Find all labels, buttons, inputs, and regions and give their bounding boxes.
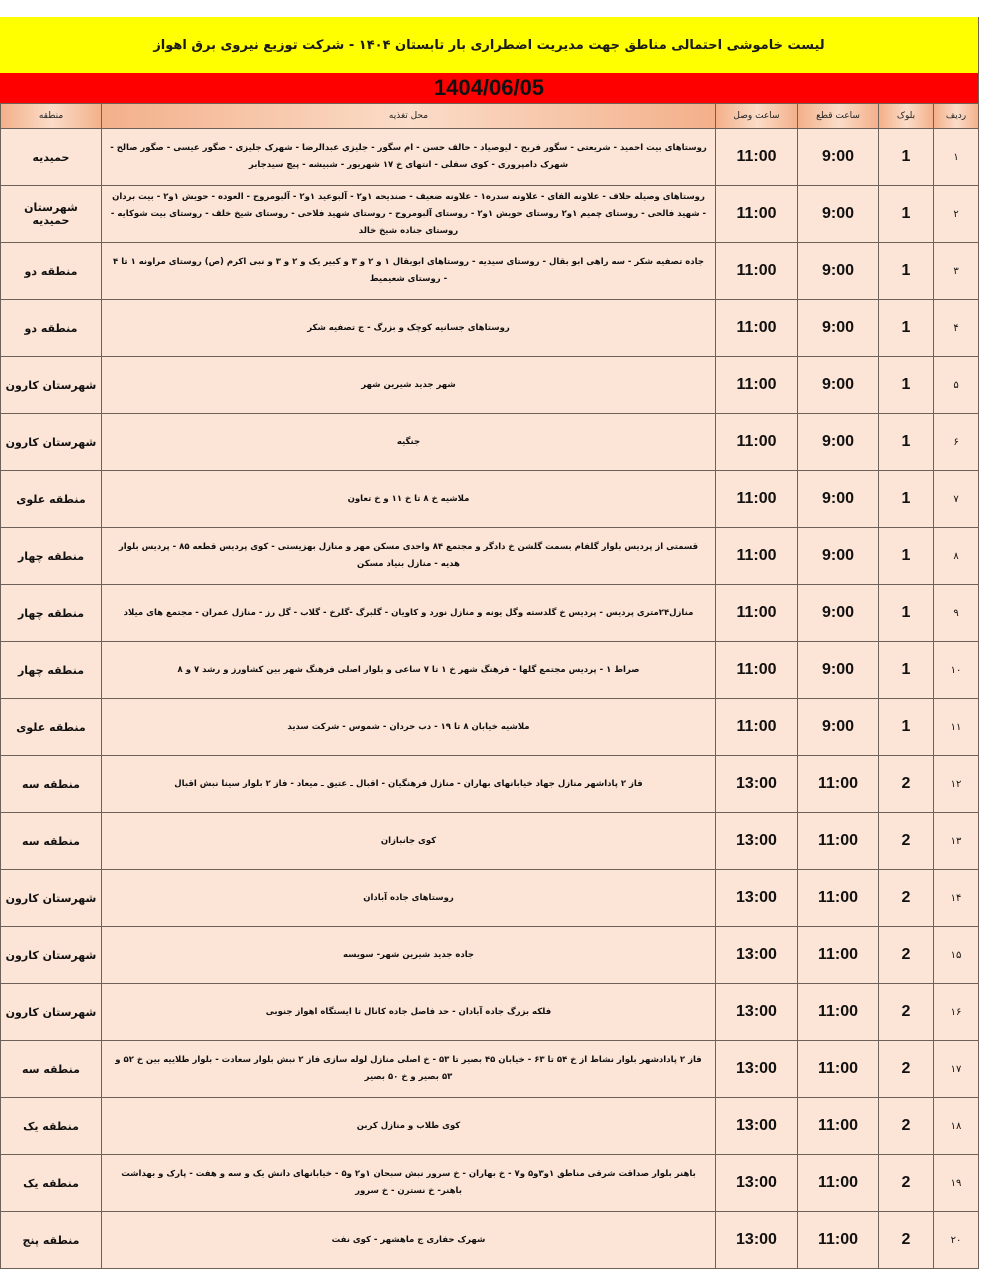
table-row — [1, 1098, 979, 1155]
feed-location-cell: جاده تصفیه شکر - سه راهی ابو بقال - روستای سیدیه - روستاهای ابوبقال ۱ و ۲ و ۳ و کبیر یک و ۲ و ۳ و نبی اکرم (ص) روستای مراونه ۱ تا ۴ - روستای شعیمیط — [102, 243, 716, 300]
block-cell: 1 — [879, 357, 934, 414]
feed-location-cell: ملاشیه خیابان ۸ تا ۱۹ - دب حردان - شموس - شرکت سدید — [102, 699, 716, 756]
block-cell: 2 — [879, 1155, 934, 1212]
feed-location-cell: فاز ۲ پاداشهر منازل جهاد خیابانهای بهاران - منازل فرهنگیان - اقبال ـ عتیق ـ میعاد - فاز ۲ بلوار سینا نبش اقبال — [102, 756, 716, 813]
cut-time-cell: 11:00 — [798, 1155, 879, 1212]
cut-time-cell: 11:00 — [798, 1212, 879, 1269]
feed-location-cell: فاز ۲ پادادشهر بلوار نشاط از خ ۵۴ تا ۶۳ - خیابان ۴۵ بصیر تا ۵۳ - خ اصلی منازل لوله سازی فاز ۲ نبش بلوار سعادت - بلوار طلاییه بین خ ۵۲ و ۵۳ بصیر و خ ۵۰ بصیر — [102, 1041, 716, 1098]
table-row — [1, 699, 979, 756]
table-row — [1, 1212, 979, 1269]
cut-time-cell: 11:00 — [798, 813, 879, 870]
region-cell: منطقه یک — [1, 1098, 102, 1155]
row-number-cell: ۷ — [934, 471, 979, 528]
block-cell: 2 — [879, 1041, 934, 1098]
table-row — [1, 528, 979, 585]
connect-time-cell: 11:00 — [716, 585, 798, 642]
cut-time-cell: 9:00 — [798, 357, 879, 414]
block-cell: 1 — [879, 471, 934, 528]
block-cell: 2 — [879, 927, 934, 984]
region-cell: شهرستان کارون — [1, 414, 102, 471]
connect-time-cell: 11:00 — [716, 243, 798, 300]
connect-time-cell: 11:00 — [716, 357, 798, 414]
cut-time-cell: 11:00 — [798, 1098, 879, 1155]
table-row — [1, 870, 979, 927]
region-cell: منطقه علوی — [1, 699, 102, 756]
table-body — [1, 129, 979, 1269]
row-number-cell: ۵ — [934, 357, 979, 414]
region-cell: منطقه سه — [1, 756, 102, 813]
row-number-cell: ۱۵ — [934, 927, 979, 984]
block-cell: 2 — [879, 984, 934, 1041]
row-number-cell: ۲۰ — [934, 1212, 979, 1269]
region-cell: شهرستان کارون — [1, 984, 102, 1041]
table-row — [1, 1155, 979, 1212]
connect-time-cell: 11:00 — [716, 471, 798, 528]
block-cell: 1 — [879, 528, 934, 585]
cut-time-cell: 11:00 — [798, 1041, 879, 1098]
connect-time-cell: 11:00 — [716, 300, 798, 357]
block-cell: 1 — [879, 585, 934, 642]
region-cell: منطقه دو — [1, 300, 102, 357]
region-cell: منطقه یک — [1, 1155, 102, 1212]
feed-location-cell: روستاهای بیت احمید - شریعتی - سگور فریح - لیوصیاد - حالف حسن - ام سگور - جلیزی عبدالرضا - شهرک جلیزی - صگور عیسی - صگور صالح - شهرک دامپروری - کوی سفلی - انتهای خ ۱۷ شهریور - شبیشه - پیچ سیدجابر — [102, 129, 716, 186]
row-number-cell: ۱۱ — [934, 699, 979, 756]
table-row — [1, 243, 979, 300]
feed-location-cell: قسمتی از پردیس بلوار گلفام بسمت گلشن خ دادگر و مجتمع ۸۴ واحدی مسکن مهر و منازل بهزیستی - کوی پردیس قطعه ۸۵ - پردیس بلوار هدیه - منازل بنیاد مسکن — [102, 528, 716, 585]
row-number-cell: ۱۷ — [934, 1041, 979, 1098]
table-row — [1, 813, 979, 870]
cut-time-cell: 11:00 — [798, 756, 879, 813]
row-number-cell: ۲ — [934, 186, 979, 243]
row-number-cell: ۱۶ — [934, 984, 979, 1041]
row-number-cell: ۳ — [934, 243, 979, 300]
feed-location-cell: ملاشیه خ ۸ تا خ ۱۱ و خ تعاون — [102, 471, 716, 528]
feed-location-cell: باهنر بلوار صداقت شرقی مناطق ۱و۳و۵ و۷ - خ بهاران - خ سرور نبش سبحان ۱و۲ و۵ - خیابانهای دانش یک و سه و هفت - پارک و بهداشت باهنر- خ نسترن - خ سرور — [102, 1155, 716, 1212]
table-row — [1, 1041, 979, 1098]
region-cell: منطقه پنج — [1, 1212, 102, 1269]
row-number-cell: ۸ — [934, 528, 979, 585]
connect-time-cell: 11:00 — [716, 129, 798, 186]
connect-time-cell: 11:00 — [716, 414, 798, 471]
region-cell: منطقه سه — [1, 813, 102, 870]
connect-time-cell: 11:00 — [716, 642, 798, 699]
table-row — [1, 471, 979, 528]
feed-location-cell: روستاهای جاده آبادان — [102, 870, 716, 927]
region-cell: شهرستان کارون — [1, 357, 102, 414]
feed-location-cell: جنگیه — [102, 414, 716, 471]
table-row — [1, 186, 979, 243]
row-number-cell: ۱۴ — [934, 870, 979, 927]
cut-time-cell: 11:00 — [798, 927, 879, 984]
feed-location-cell: کوی جانبازان — [102, 813, 716, 870]
row-number-cell: ۹ — [934, 585, 979, 642]
connect-time-cell: 13:00 — [716, 813, 798, 870]
block-cell: 2 — [879, 1098, 934, 1155]
table-row — [1, 984, 979, 1041]
table-row — [1, 642, 979, 699]
region-cell: منطقه سه — [1, 1041, 102, 1098]
region-cell: حمیدیه — [1, 129, 102, 186]
connect-time-cell: 13:00 — [716, 1098, 798, 1155]
row-number-cell: ۴ — [934, 300, 979, 357]
block-cell: 1 — [879, 243, 934, 300]
block-cell: 2 — [879, 1212, 934, 1269]
region-cell: شهرستان کارون — [1, 927, 102, 984]
row-number-cell: ۱۸ — [934, 1098, 979, 1155]
connect-time-cell: 13:00 — [716, 756, 798, 813]
connect-time-cell: 13:00 — [716, 984, 798, 1041]
block-cell: 1 — [879, 699, 934, 756]
table-row — [1, 927, 979, 984]
cut-time-cell: 9:00 — [798, 471, 879, 528]
cut-time-cell: 9:00 — [798, 414, 879, 471]
table-row — [1, 129, 979, 186]
connect-time-cell: 13:00 — [716, 1155, 798, 1212]
feed-location-cell: شهرک حفاری ج ماهشهر - کوی نفت — [102, 1212, 716, 1269]
region-cell: منطقه چهار — [1, 642, 102, 699]
outage-sheet — [0, 17, 979, 1269]
cut-time-cell: 9:00 — [798, 585, 879, 642]
header-region: منطقه — [1, 104, 102, 129]
row-number-cell: ۱ — [934, 129, 979, 186]
page-title: لیست خاموشی احتمالی مناطق جهت مدیریت اضطراری بار تابستان ۱۴۰۴ - شرکت توزیع نیروی برق اهواز — [0, 17, 978, 73]
cut-time-cell: 9:00 — [798, 642, 879, 699]
feed-location-cell: منازل۲۴متری پردیس - پردیس خ گلدسته وگل یونه و منازل نورد و کاویان - گلبرگ -گلرخ - گلاب - گل رز - منازل عمران - مجتمع های میلاد — [102, 585, 716, 642]
row-number-cell: ۱۹ — [934, 1155, 979, 1212]
table-row — [1, 414, 979, 471]
schedule-date: 1404/06/05 — [0, 73, 978, 103]
feed-location-cell: روستاهای وصیله حلاف - علاونه الفای - علاونه سدره۱ - علاونه ضعیف - صندیحه ۱و۲ - آلبوعید ۱و۲ - آلبومروح - العوده - حویش ۱و۲ - بیت بردان - شهید فالحی - روستای چمیم ۱و۲ روستای حویش ۱و۲ - روستای آلبومروح - روستای شهید فلاحی - روستای شیخ خلف - روستای بیت شوکایه - روستای جناده شیخ خالد — [102, 186, 716, 243]
cut-time-cell: 9:00 — [798, 243, 879, 300]
cut-time-cell: 9:00 — [798, 699, 879, 756]
region-cell: شهرستان کارون — [1, 870, 102, 927]
connect-time-cell: 11:00 — [716, 186, 798, 243]
block-cell: 2 — [879, 870, 934, 927]
block-cell: 1 — [879, 642, 934, 699]
row-number-cell: ۱۳ — [934, 813, 979, 870]
outage-table — [0, 103, 979, 1269]
table-row — [1, 357, 979, 414]
row-number-cell: ۶ — [934, 414, 979, 471]
feed-location-cell: روستاهای جسانیه کوچک و بزرگ - ج تصفیه شکر — [102, 300, 716, 357]
row-number-cell: ۱۲ — [934, 756, 979, 813]
header-connect-time: ساعت وصل — [716, 104, 798, 129]
table-row — [1, 585, 979, 642]
block-cell: 2 — [879, 756, 934, 813]
feed-location-cell: صراط ۱ - پردیس مجتمع گلها - فرهنگ شهر خ ۱ تا ۷ ساعی و بلوار اصلی فرهنگ شهر بین کشاورز و رشد ۷ و ۸ — [102, 642, 716, 699]
region-cell: شهرستان حمیدیه — [1, 186, 102, 243]
connect-time-cell: 13:00 — [716, 870, 798, 927]
header-feed-location: محل تغذیه — [102, 104, 716, 129]
region-cell: منطقه دو — [1, 243, 102, 300]
feed-location-cell: کوی طلاب و منازل کربن — [102, 1098, 716, 1155]
header-row-no: ردیف — [934, 104, 979, 129]
connect-time-cell: 13:00 — [716, 927, 798, 984]
connect-time-cell: 11:00 — [716, 699, 798, 756]
block-cell: 1 — [879, 129, 934, 186]
table-row — [1, 756, 979, 813]
row-number-cell: ۱۰ — [934, 642, 979, 699]
header-block: بلوک — [879, 104, 934, 129]
block-cell: 1 — [879, 186, 934, 243]
header-cut-time: ساعت قطع — [798, 104, 879, 129]
cut-time-cell: 11:00 — [798, 984, 879, 1041]
table-row — [1, 300, 979, 357]
feed-location-cell: جاده جدید شیرین شهر- سویسه — [102, 927, 716, 984]
cut-time-cell: 11:00 — [798, 870, 879, 927]
table-header-row — [1, 104, 979, 129]
block-cell: 2 — [879, 813, 934, 870]
cut-time-cell: 9:00 — [798, 129, 879, 186]
cut-time-cell: 9:00 — [798, 300, 879, 357]
region-cell: منطقه چهار — [1, 528, 102, 585]
connect-time-cell: 11:00 — [716, 528, 798, 585]
connect-time-cell: 13:00 — [716, 1041, 798, 1098]
block-cell: 1 — [879, 300, 934, 357]
connect-time-cell: 13:00 — [716, 1212, 798, 1269]
feed-location-cell: شهر جدید شیرین شهر — [102, 357, 716, 414]
region-cell: منطقه علوی — [1, 471, 102, 528]
feed-location-cell: فلکه بزرگ جاده آبادان - حد فاصل جاده کانال تا ایستگاه اهواز جنوبی — [102, 984, 716, 1041]
block-cell: 1 — [879, 414, 934, 471]
cut-time-cell: 9:00 — [798, 186, 879, 243]
region-cell: منطقه چهار — [1, 585, 102, 642]
cut-time-cell: 9:00 — [798, 528, 879, 585]
